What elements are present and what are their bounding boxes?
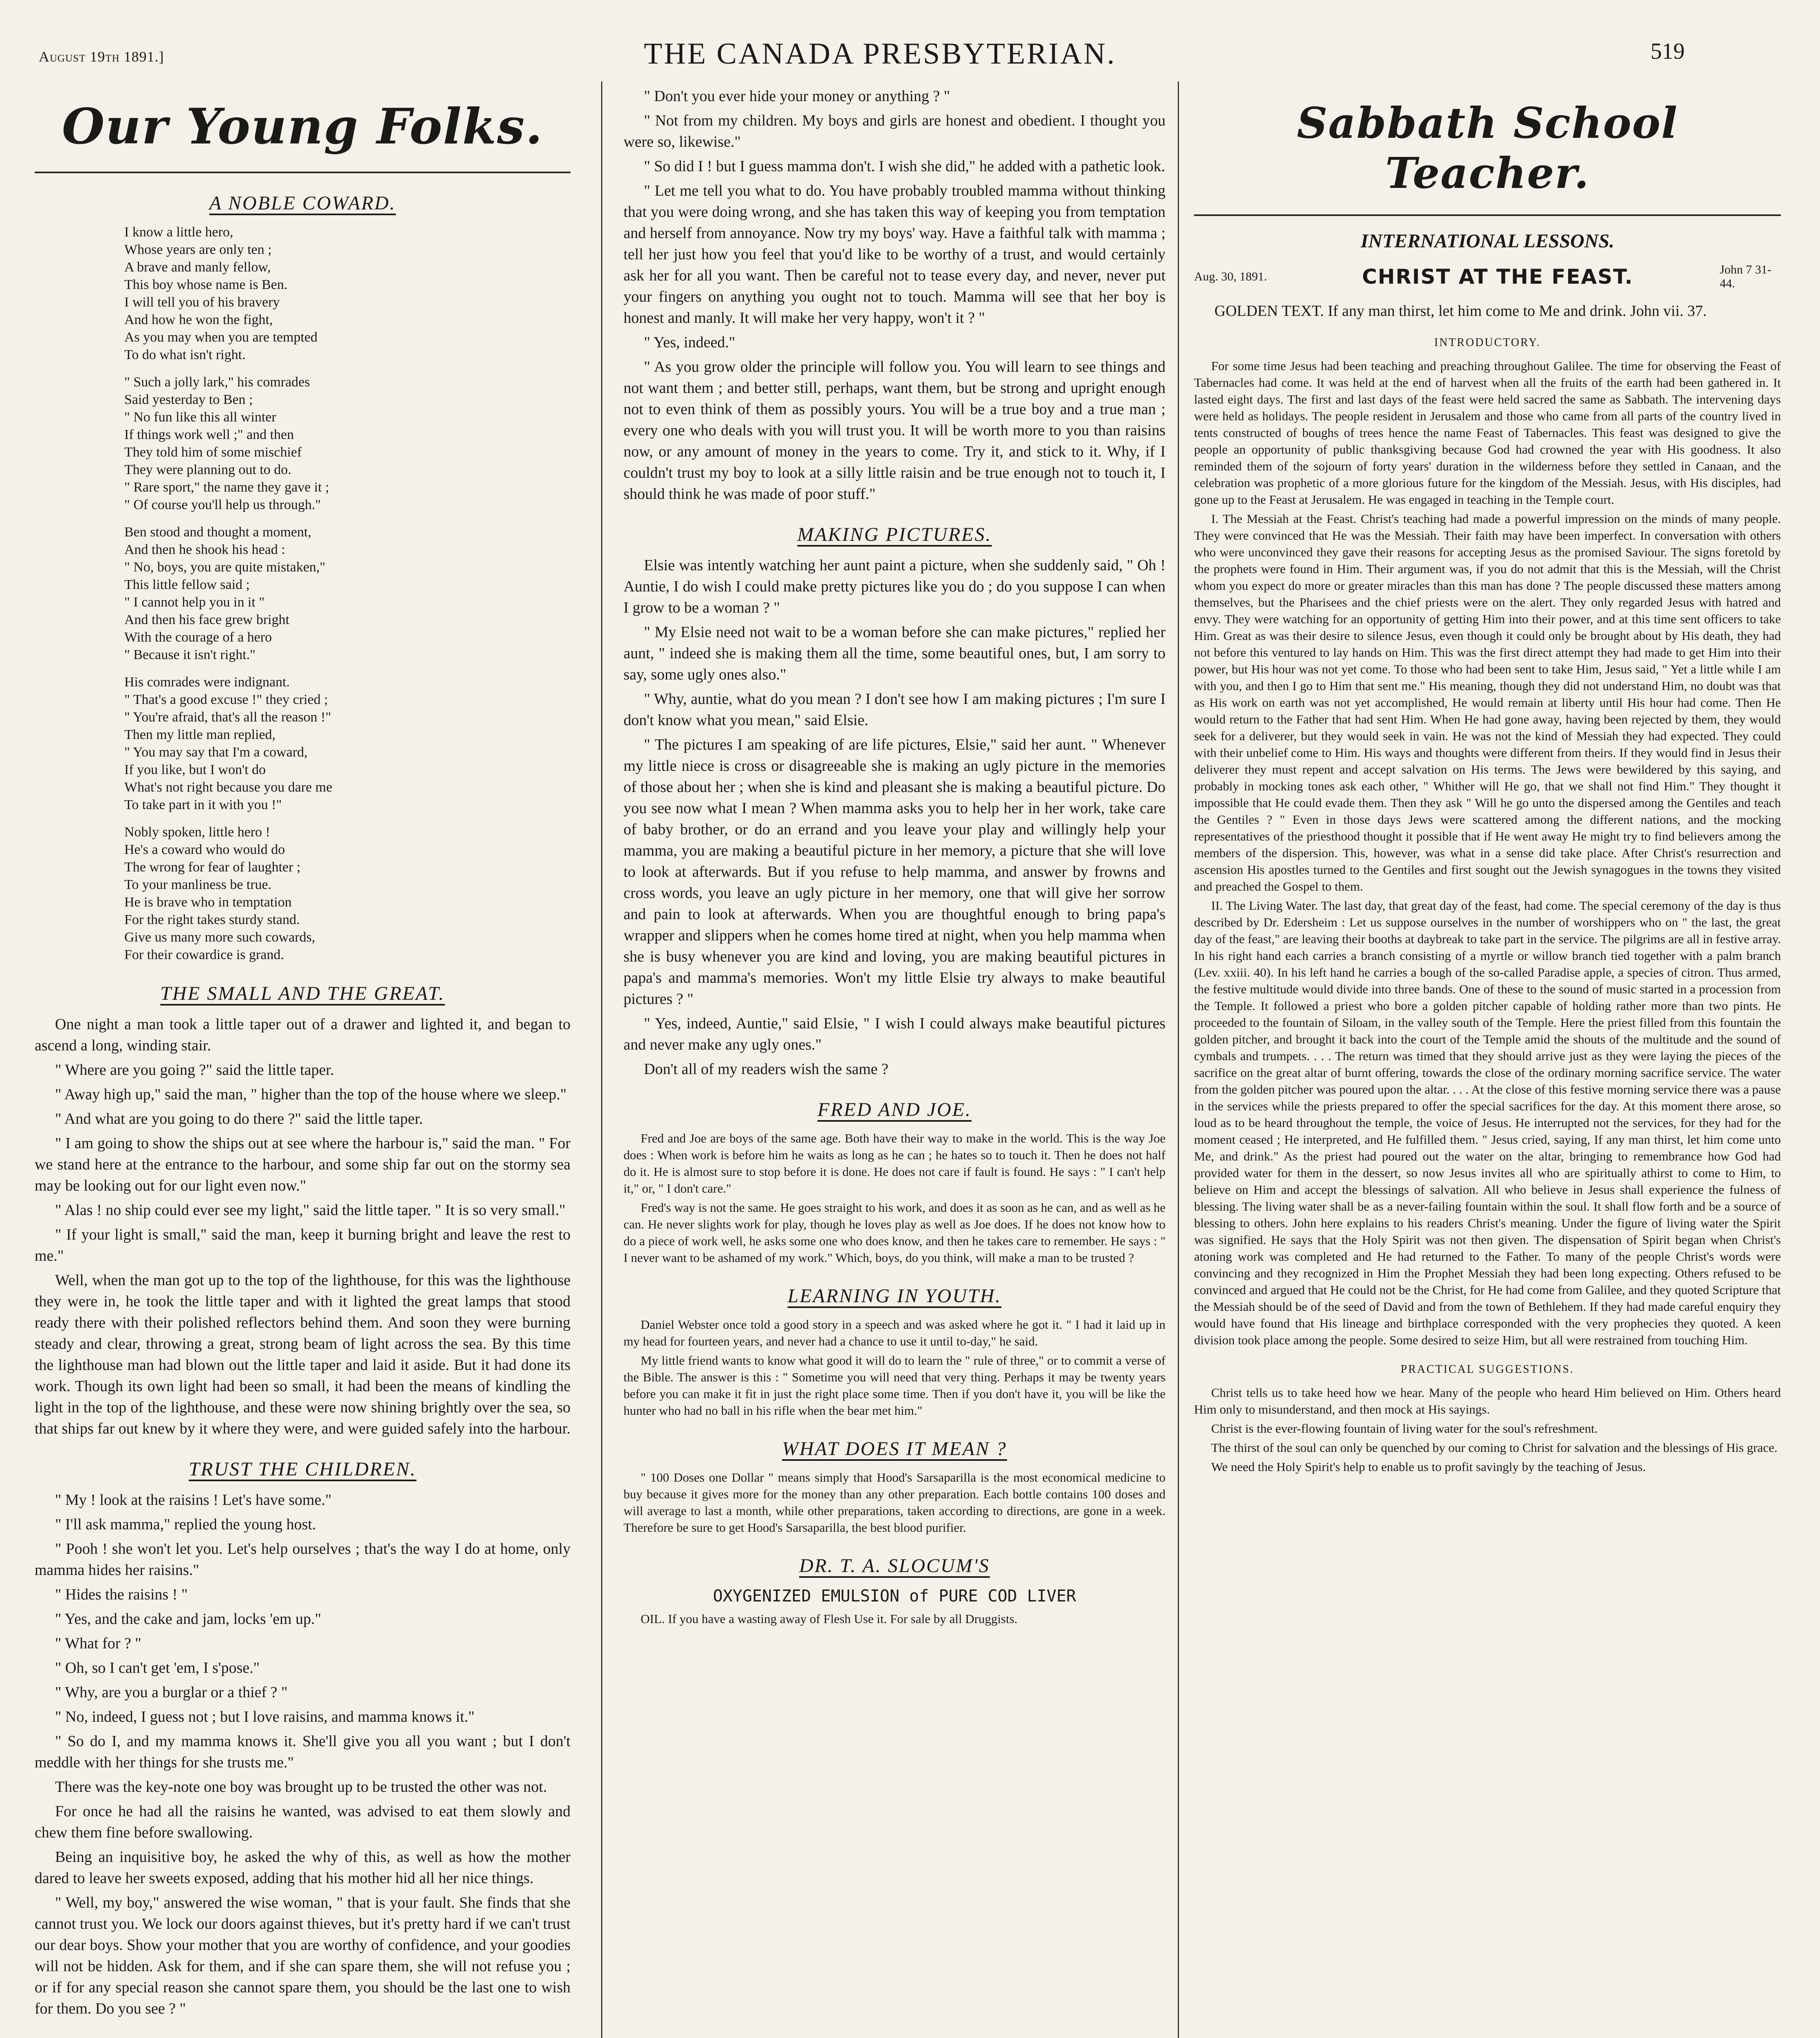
story-paragraph: Daniel Webster once told a good story in a speech and was asked where he got it. " I had it laid up in my head for fourteen years, and never had a chance to use it until to-day," he said. [624,1317,1166,1348]
intro-heading: INTRODUCTORY. [1434,336,1541,349]
practical-item: Christ tells us to take heed how we hear. Many of the people who heard Him believed on Him. Others heard Him only to misunderstand, and then mock at His sayings. [1194,1385,1781,1416]
ad-line: OXYGENIZED EMULSION of PURE COD LIVER [713,1587,1076,1606]
story-paragraph: " I am going to show the ships out at see where the harbour is," said the man. " For we stand here at the entrance to the harbour, and some ship far out on the stormy sea may be looking out for our light even now." [35,1135,571,1194]
story-paragraph: Fred's way is not the same. He goes straight to his work, and does it as soon as he can, and as well as he can. He never slights work for play, though he loves play as well as Joe does. If he does not know how to do a piece of work well, he asks some one who does know, and then he takes care to remember. He says : " I never want to be ashamed of my work." Which, boys, do you think, will make a man to be trusted ? [624,1200,1166,1265]
poem-stanza: " Such a jolly lark," his comrades Said yesterday to Ben ; " No fun like this all winter If things work well ;" and then They told him of some mischief They were planning out to do. " Rare sport," the name they gave it ; " Of course you'll help us through." [124,375,329,512]
story-paragraph: " Well, my boy," answered the wise woman, " that is your fault. She finds that she cannot trust you. We lock our doors against thieves, but it's pretty hard if we can't trust our dear boys. Show your mother that you are worthy of confidence, and your goodies will not be hidden. Ask for them, and if she can spare them, she will not refuse you ; or if for any special reason she cannot spare them, you should be the last one to wish for them. Do you see ? " [35,1894,571,2017]
story-paragraph: " My ! look at the raisins ! Let's have some." [55,1491,332,1509]
story-paragraph: Well, when the man got up to the top of the lighthouse, for this was the lighthouse they were in, he took the little taper and with it lighted the great lamps that stood ready there with their polished reflectors behind them. And soon they were burning steady and clear, throwing a great, strong beam of light across the sea. By this time the lighthouse man had blown out the little taper and laid it aside. But it had done its work. Though its own light had been so small, it had been the means of kindling the light in the top of the lighthouse, and these were now shining brightly over the sea, so that ships far out knew by it where they were, and were guided safely into the harbour. [35,1272,571,1437]
story-paragraph: " Yes, indeed, Auntie," said Elsie, " I wish I could always make beautiful pictures and never make any ugly ones." [624,1015,1166,1053]
story-paragraph: " 100 Doses one Dollar " means simply that Hood's Sarsaparilla is the most economical medicine to buy because it gives more for the money than any other preparation. Each bottle contains 100 doses and will average to last a month, while other preparations, taken according to directions, are gone in a week. Therefore be sure to get Hood's Sarsaparilla, the best blood purifier. [624,1470,1166,1535]
column-sabbath-school [1194,86,1781,2038]
practical-item: We need the Holy Spirit's help to enable us to profit savingly by the teaching of Jesus. [1211,1460,1646,1474]
story-paragraph: " What for ? " [55,1635,141,1652]
intro-paragraph: For some time Jesus had been teaching and preaching throughout Galilee. The time for observing the Feast of Tabernacles had come. It was held at the end of harvest when all the fruits of the earth had been gathered in. It lasted eight days. The first and last days of the feast were held sacred the same as Sabbath. The intervening days were held as holidays. The people resident in Jerusalem and those who came from all parts of the country lived in tents constructed of boughs of trees hence the name Feast of Tabernacles. This feast was designed to give the people an opportunity of public thanksgiving because God had crowned the year with His goodness. It also reminded them of the sojourn of forty years' duration in the wilderness before they settled in Canaan, and the celebration was prophetic of a more glorious future for the kingdom of the Messiah. Jesus, with His disciples, had gone up to the Feast at Jerusalem. He was engaged in teaching in the Temple court. [1194,359,1781,507]
story-paragraph: For once he had all the raisins he wanted, was advised to eat them slowly and chew them fine before swallowing. [35,1803,571,1841]
story-title: MAKING PICTURES. [797,524,992,545]
practical-item: The thirst of the soul can only be quenched by our coming to Christ for salvation and the blessings of His grace. [1211,1440,1778,1455]
story-paragraph: Fred and Joe are boys of the same age. Both have their way to make in the world. This is the way Joe does : When work is before him he waits as long as he can ; he hates so to touch it. Then he does not half do it. He is almost sure to stop before it is done. He does not care if fault is found. He says : " I can't help it," or, " I don't care." [624,1131,1166,1195]
divider [1194,214,1781,216]
story-paragraph: " Why, are you a burglar or a thief ? " [55,1684,288,1701]
column-middle [624,86,1166,2038]
ad-title: DR. T. A. SLOCUM'S [799,1555,990,1577]
publication-title: THE CANADA PRESBYTERIAN. [644,37,1116,71]
section-title-young-folks: Our Young Folks. [62,98,543,155]
practical-item: Christ is the ever-flowing fountain of living water for the soul's refreshment. [1211,1421,1598,1436]
story-paragraph: " If your light is small," said the man, keep it burning bright and leave the rest to me." [35,1226,571,1264]
story-paragraph: " Oh, so I can't get 'em, I s'pose." [55,1659,260,1676]
story-paragraph: " Let me tell you what to do. You have probably troubled mamma without thinking that you were doing wrong, and she has taken this way of keeping you from temptation and herself from annoyance. Now try my boys' way. Have a faithful talk with mamma ; tell her just how you feel that you'd like to be worthy of a trust, and would certainly ask her for all you want. Then be careful not to tease every day, and never, never put your fingers on anything you ought not to touch. Mamma will see that her boy is honest and manly. It will make her very happy, won't it ? " [624,182,1166,326]
story-paragraph: " And what are you going to do there ?" said the little taper. [55,1110,423,1127]
story-paragraph: Being an inquisitive boy, he asked the why of this, as well as how the mother dared to leave her sweets exposed, adding that his mother hid all her nice things. [35,1848,571,1887]
story-paragraph: My little friend wants to know what good it will do to learn the " rule of three," or to commit a verse of the Bible. The answer is this : " Sometime you will need that very thing. Perhaps it may be twenty years before you can make it fit in just the right place some time. Then if you don't have it, you will be like the hunter who had no ball in his rifle when the bear met him." [624,1353,1166,1418]
poem-stanza: His comrades were indignant. " That's a good excuse !" they cried ; " You're afraid, that's all the reason !" Then my little man replied, " You may say that I'm a coward, If you like, but I won't do What's not right because you dare me To take part in it with you !" [124,675,333,812]
story-paragraph: " Yes, indeed." [644,334,736,351]
story-paragraph: " Alas ! no ship could ever see my light," said the little taper. " It is so very small." [55,1202,566,1219]
story-paragraph: " My Elsie need not wait to be a woman before she can make pictures," replied her aunt, " indeed she is making them all the time, some beautiful ones, but, I am sorry to say, some ugly ones also." [624,624,1166,683]
page-number: 519 [1650,39,1685,64]
story-paragraph: Elsie was intently watching her aunt paint a picture, when she suddenly said, " Oh ! Auntie, I do wish I could make pretty pictures like you do ; do you suppose I can when I grow to be a woman ? " [624,557,1166,616]
story-paragraph: " I'll ask mamma," replied the young host. [55,1516,316,1533]
column-divider [601,82,602,2038]
story-paragraph: " Where are you going ?" said the little taper. [55,1061,334,1079]
lesson-header [1194,263,1781,291]
golden-text: GOLDEN TEXT. If any man thirst, let him come to Me and drink. John vii. 37. [1214,302,1707,320]
lesson-title: CHRIST AT THE FEAST. [1362,265,1633,289]
story-paragraph: " No, indeed, I guess not ; but I love raisins, and mamma knows it." [55,1708,475,1725]
lesson-date: Aug. 30, 1891. [1194,270,1267,283]
poem-stanza: Ben stood and thought a moment, And then he shook his head : " No, boys, you are quite mistaken," This little fellow said ; " I cannot help you in it " And then his face grew bright With the courage of a hero " Because it isn't right." [124,525,326,662]
column-divider [1178,82,1179,2038]
story-paragraph: " So did I ! but I guess mamma don't. I wish she did," he added with a pathetic look. [644,158,1165,175]
poem-stanza: I know a little hero, Whose years are only ten ; A brave and manly fellow, This boy whose name is Ben. I will tell you of his bravery And how he won the fight, As you may when you are tempted To do what isn't right. [124,225,317,362]
story-title: A NOBLE COWARD. [209,192,396,214]
column-young-folks [35,86,571,2038]
lesson-part-1: I. The Messiah at the Feast. Christ's teaching had made a powerful impression on the minds of many people. They were convinced that He was the Messiah. Their faith may have been imperfect. In conversation with others who were unconvinced they gave their reasons for accepting Jesus as the promised Saviour. The signs foretold by the prophets were found in Him. Their argument was, if you do not admit that this is the Messiah, will the Christ whom you expect do more or greater miracles than this man has done ? The people discussed these matters among themselves, but the Pharisees and the chief priests were on the alert. They only regarded Jesus with hatred and envy. They were watching for an opportunity of getting Him into their power, and at this time sent officers to take Him. Great as was their desire to silence Jesus, even though it could only be brought about by His death, they had not before this ventured to lay hands on Him. This was the first direct attempt they had made to get Him into their power, but His hour was not yet come. To those who had been sent to take Him, Jesus said, " Yet a little while I am with you, and then I go to Him that sent me." His meaning, though they did not understand Him, no doubt was that as His work on earth was not yet accomplished, He would remain at liberty until His hour had come. Then He would return to the Father that had sent Him. When He had gone away, having been rejected by them, they would seek for a deliverer, but they would seek in vain. He was not the kind of Messiah they had expected. They could with their unbelief come to Him. His ways and thoughts were different from theirs. If they would find in Jesus their deliverer they must repent and accept salvation on His terms. The Jews were bewildered by this saying, and probably in mocking tones ask each other, " Whither will He go, that we shall not find Him." They thought it impossible that He could evade them. Then they ask " Will he go unto the dispersed among the Gentiles and teach the Gentiles ? " Even in those days Jews were scattered among the different nations, and the mocking representatives of the priesthood thought it possible that if He went away He might try to find believers among the members of the dispersion. This, however, was what in a sense did take place. After Christ's resurrection and ascension His apostles turned to the Gentiles and first sought out the Jewish synagogues in the towns they visited and preached the Gospel to them. [1194,512,1781,893]
lesson-reference: John 7 31-44. [1719,263,1772,290]
story-paragraph: " Yes, and the cake and jam, locks 'em up." [55,1610,322,1628]
story-paragraph: " Away high up," said the man, " higher than the top of the house where we sleep." [55,1086,567,1103]
divider [35,172,571,173]
story-paragraph: " As you grow older the principle will follow you. You will learn to see things and not want them ; and better still, perhaps, want them, but be strong and upright enough not to even think of them as possibly yours. You will be a true boy and a true man ; every one who deals with you will trust you. It will be worth more to you than raisins now, or any amount of money in the years to come. Try it, and stick to it. Why, if I couldn't trust my boy to look at a silly little raisin and be true enough not to touch it, I should think he was made of poor stuff." [624,358,1166,503]
story-paragraph: Don't all of my readers wish the same ? [644,1061,888,1078]
practical-heading: PRACTICAL SUGGESTIONS. [1401,1363,1574,1376]
subtitle-international-lessons: INTERNATIONAL LESSONS. [1360,230,1615,252]
poem-stanza: Nobly spoken, little hero ! He's a coward who would do The wrong for fear of laughter ; To your manliness be true. He is brave who in temptation For the right takes sturdy stand. Give us many more such cowards, For their cowardice is grand. [124,825,315,962]
section-title-sabbath-school: Sabbath School Teacher. [1297,98,1678,198]
header-date: August 19th 1891.] [39,49,164,65]
story-title: WHAT DOES IT MEAN ? [782,1438,1007,1460]
story-paragraph: " Don't you ever hide your money or anything ? " [644,88,950,105]
story-paragraph: " The pictures I am speaking of are life pictures, Elsie," said her aunt. " Whenever my little niece is cross or disagreeable she is making an ugly picture in the memories of those about her ; when she is kind and pleasant she is making a beautiful picture. Do you see now what I mean ? When mamma asks you to help her in her work, take care of baby brother, or do an errand and you leave your play and willingly help your mamma, you are making a beautiful picture in her memory, a picture that she will love to look at afterwards. But if you refuse to help mamma, and answer by frowns and cross words, you leave an ugly picture in her memory, one that will give her sorrow and pain to look at afterwards. When you are thoughtful enough to bring papa's wrapper and slippers when he comes home tired at night, when you help mamma when she is busy whenever you are kind and loving, you are making beautiful pictures in papa's and mamma's memories. Won't my little Elsie try always to make beautiful pictures ? " [624,736,1166,1008]
story-paragraph: " Pooh ! she won't let you. Let's help ourselves ; that's the way I do at home, only mamma hides her raisins." [35,1540,571,1579]
story-title: TRUST THE CHILDREN. [189,1458,416,1480]
story-title: THE SMALL AND THE GREAT. [160,983,445,1004]
story-title: LEARNING IN YOUTH. [787,1285,1002,1307]
lesson-part-2: II. The Living Water. The last day, that great day of the feast, had come. The special ceremony of the day is thus described by Dr. Edersheim : Let us suppose ourselves in the number of worshippers who on " the last, the great day of the feast," are leaving their booths at daybreak to take part in the service. The pilgrims are all in festive array. In his right hand each carries a branch consisting of a myrtle or willow branch tied together with a palm branch (Lev. xxiii. 40). In his left hand he carries a bough of the so-called Paradise apple, a species of citron. Thus armed, the festive multitude would divide into three bands. One of these to the sound of music started in a procession from the Temple. It followed a priest who bore a golden pitcher capable of holding rather more than two pints. He proceeded to the fountain of Siloam, in the valley south of the Temple. Here the priest filled from this fountain the golden pitcher, and brought it back into the court of the Temple amid the shouts of the multitude and the sound of cymbals and trumpets. . . . The return was timed that they should arrive just as they were laying the pieces of the sacrifice on the great altar of burnt offering, towards the close of the ordinary morning sacrifice service. The water from the golden pitcher was poured upon the altar. . . . At the close of this festive morning service there was a pause in the services while the priests prepared to offer the special sacrifices for the day. At this moment there arose, so loud as to be heard throughout the temple, the voice of Jesus. He interrupted not the services, for they had for the moment ceased ; He interpreted, and He fulfilled them. " Jesus cried, saying, If any man thirst, let him come unto Me, and drink." As the priest had poured out the water on the altar, bringing to remembrance how God had provided water for them in the dessert, so now Jesus invites all who are spiritually athirst to come to Him, to believe on Him and accept the blessings of salvation. All who believe in Jesus shall experience the fulness of blessing. The living water shall be as a never-failing fountain within the soul. It shall flow forth and be a source of blessing to others. John here explains to his readers Christ's meaning. Under the figure of living water the Spirit was signified. He says that the Holy Spirit was not then given. The dispensation of Spirit began when Christ's atoning work was completed and He had returned to the Father. To many of the people Christ's words were convincing and they recognized in Him the Prophet Messiah they had been long expecting. Others refused to be convinced and argued that He could not be the Christ, for He had come from Galilee, and they quoted Scripture that the Messiah should be of the seed of David and from the town of Bethlehem. If they had made careful enquiry they would have found that His lineage and birthplace corresponded with the very prophecies they quoted. A keen division took place among the people. Some desired to seize Him, but all were restrained from touching Him. [1194,898,1781,1347]
story-paragraph: There was the key-note one boy was brought up to be trusted the other was not. [55,1778,547,1795]
story-paragraph: One night a man took a little taper out of a drawer and lighted it, and began to ascend a long, winding stair. [35,1016,571,1054]
ad-line: OIL. If you have a wasting away of Flesh Use it. For sale by all Druggists. [641,1612,1018,1626]
story-title: FRED AND JOE. [817,1099,972,1120]
story-paragraph: " Hides the raisins ! " [55,1586,188,1603]
story-paragraph: " So do I, and my mamma knows it. She'll give you all you want ; but I don't meddle with her things for she trusts me." [35,1733,571,1771]
story-paragraph: " Not from my children. My boys and girls are honest and obedient. I thought you were so, likewise." [624,112,1166,150]
story-paragraph: " Why, auntie, what do you mean ? I don't see how I am making pictures ; I'm sure I don't know what you mean," said Elsie. [624,690,1166,729]
